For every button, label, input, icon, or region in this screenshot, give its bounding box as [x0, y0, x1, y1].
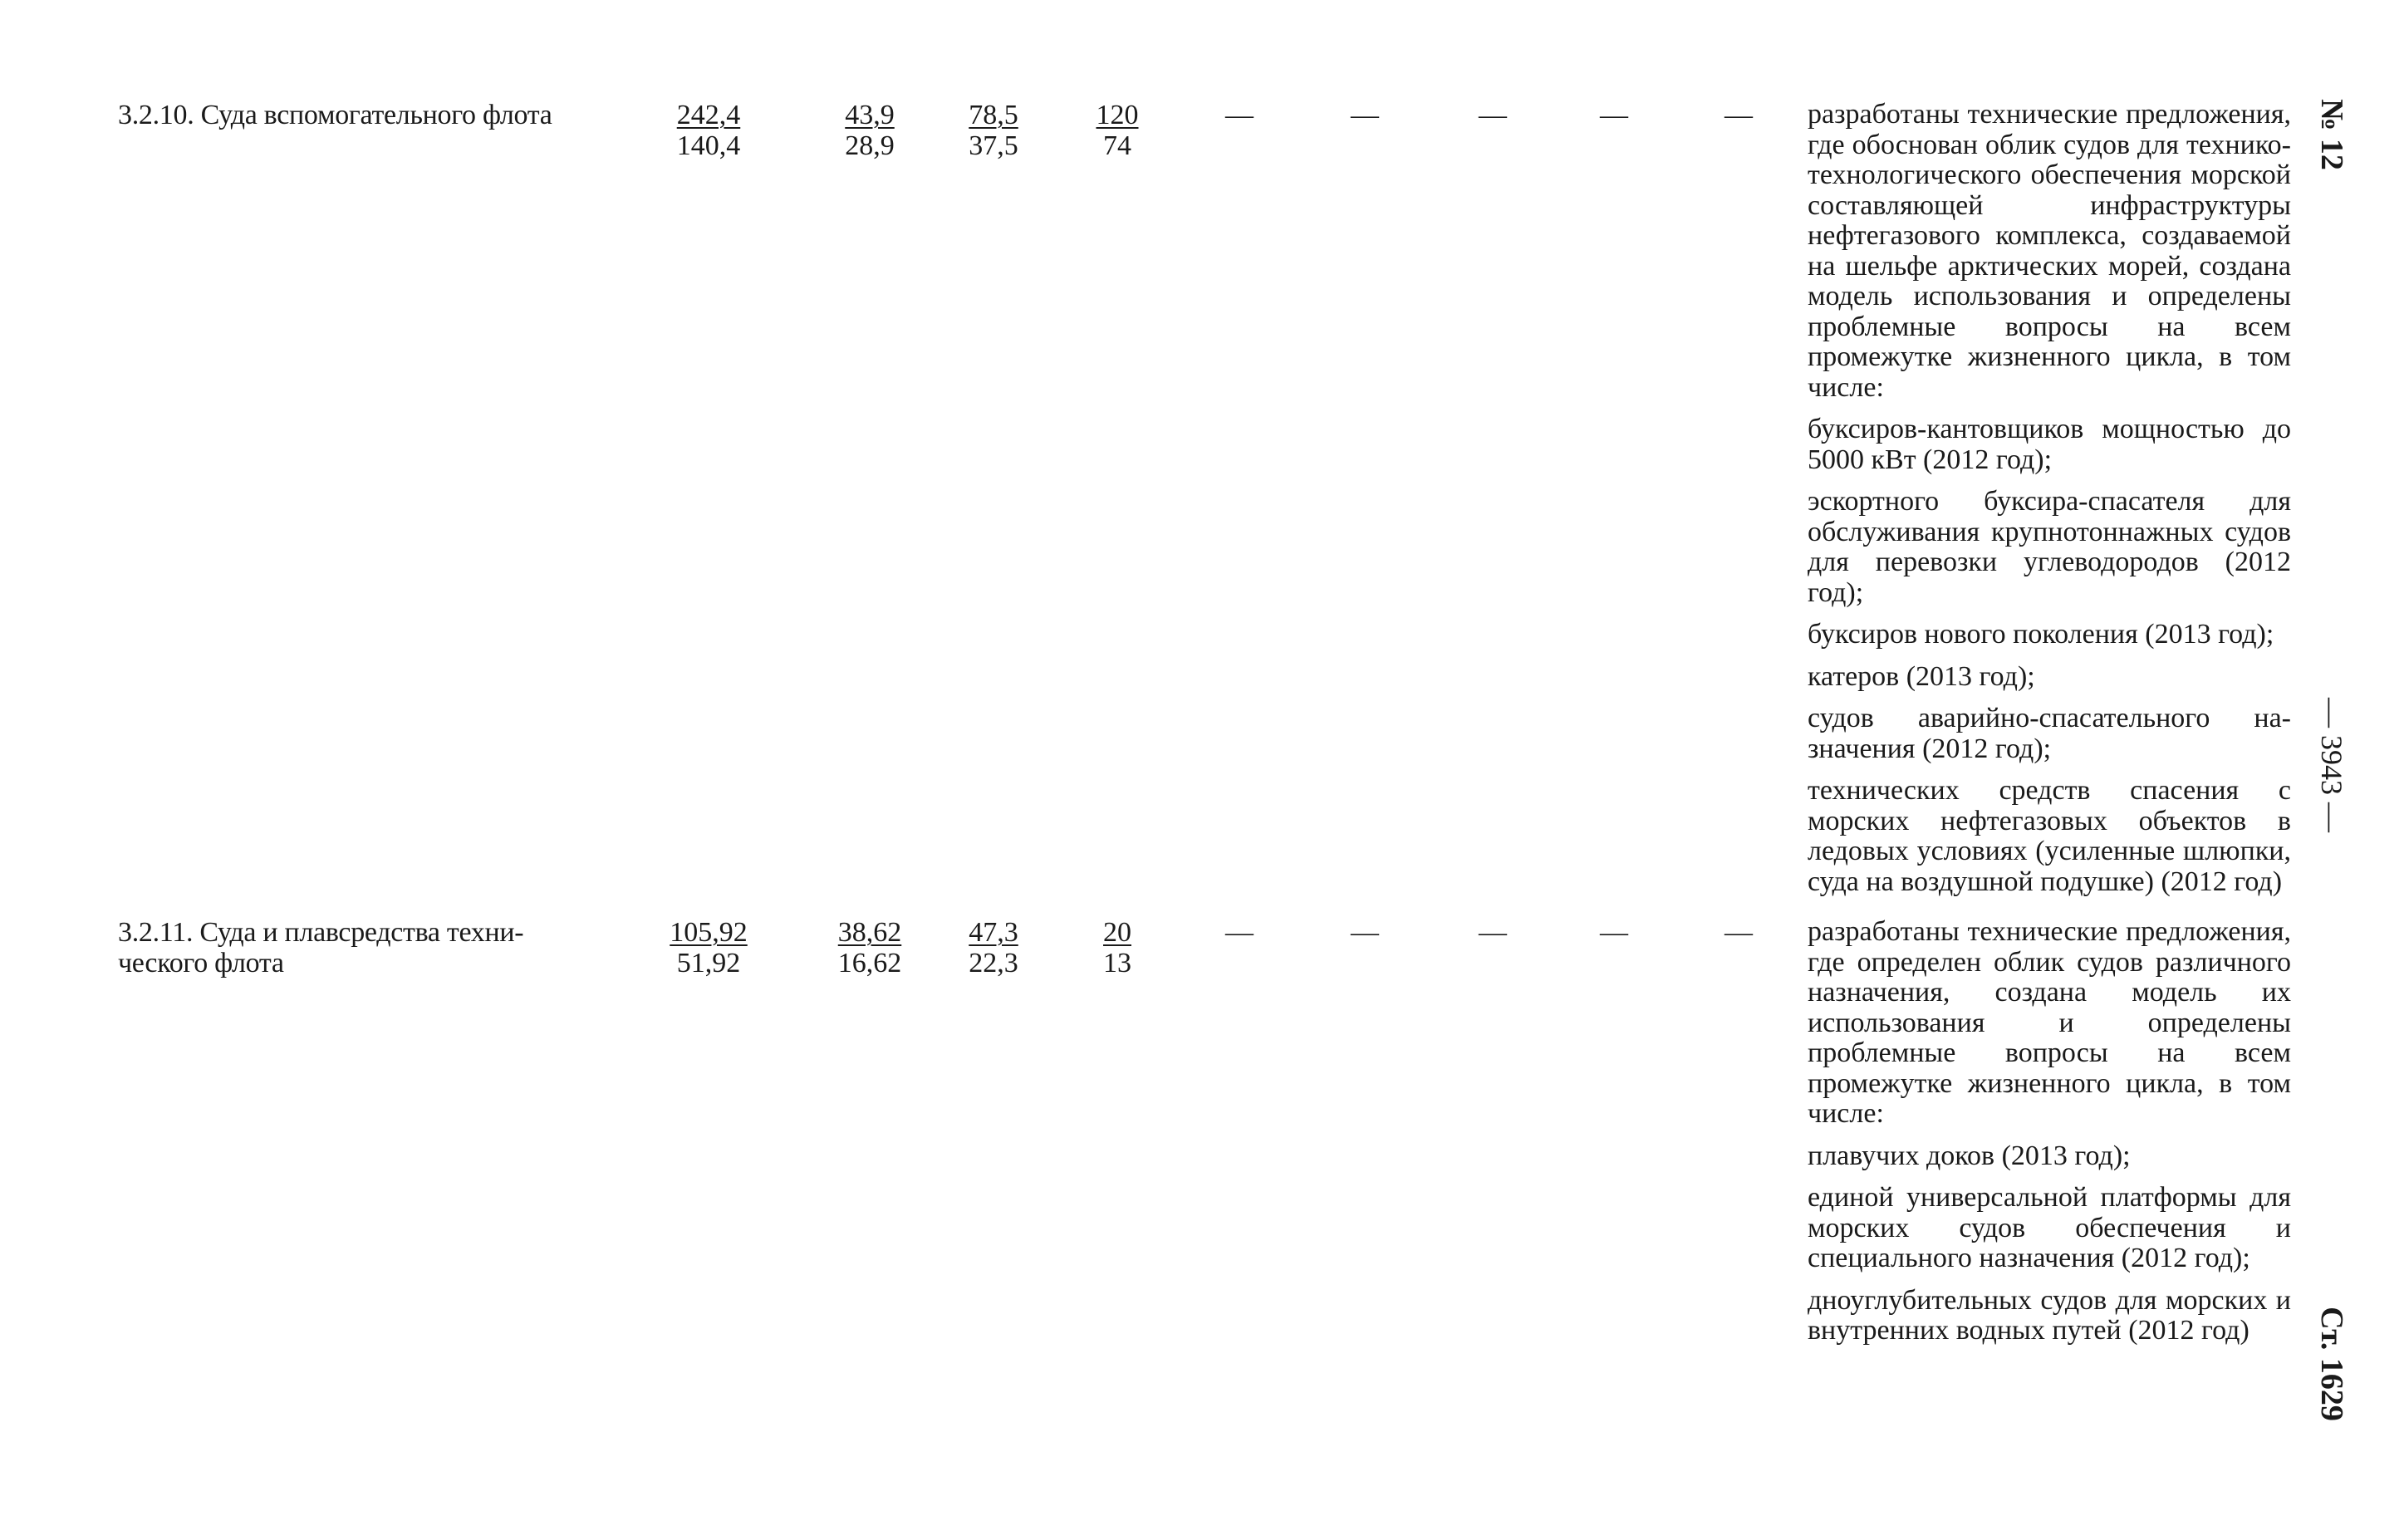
value-denominator: 16,62 — [837, 948, 902, 978]
value-denominator: 28,9 — [845, 130, 895, 161]
result-paragraph: разработаны технические предложения, где определен облик судов различного назначения, создана модель их использования и определены проблемные вопросы на всем промежутке жизненного цикла, в том числе: — [1808, 916, 2291, 1129]
value-denominator: 37,5 — [969, 130, 1018, 161]
value-numerator: 20 — [1103, 917, 1131, 948]
value-denominator: 13 — [1103, 948, 1131, 978]
result-paragraph: эскортного буксира-спасателя для обслуживания крупнотоннажных судов для перевозки углеводородов (2012 год); — [1808, 486, 2291, 608]
result-paragraph: буксиров нового поколения (2013 год); — [1808, 619, 2274, 650]
value-numerator: 47,3 — [969, 917, 1018, 948]
page-number: — 3943 — — [2315, 698, 2348, 832]
result-description — [1808, 917, 2291, 1358]
empty-cell-dash: — — [1600, 917, 1628, 948]
value-cell-total — [650, 917, 767, 978]
empty-cell-dash: — — [1351, 100, 1379, 130]
empty-cell-dash: — — [1225, 100, 1254, 130]
result-paragraph: дноуглубительных судов для морских и внутренних водных путей (2012 год) — [1808, 1284, 2291, 1346]
value-cell-2011 — [812, 100, 928, 161]
empty-cell-dash: — — [1725, 100, 1753, 130]
value-cell-2011 — [812, 917, 928, 978]
value-numerator: 120 — [1096, 100, 1139, 130]
article-number: Ст. 1629 — [2314, 1307, 2349, 1421]
value-denominator: 51,92 — [676, 948, 741, 978]
result-description — [1808, 100, 2291, 909]
result-paragraph: судов аварийно-спасательного назначения (2012 год); — [1808, 703, 2291, 764]
row-title: 3.2.11. Суда и плавсредства технического флота — [118, 917, 524, 978]
value-cell-2013 — [1059, 917, 1175, 978]
value-denominator: 140,4 — [676, 130, 741, 161]
result-paragraph: катеров (2013 год); — [1808, 660, 2035, 692]
value-cell-total — [650, 100, 767, 161]
result-paragraph: технических средств спасения с морских нефтегазовых объектов в ледовых условиях (усиленные шлюпки, суда на воздушной подушке) (2012 год) — [1808, 775, 2291, 897]
empty-cell-dash: — — [1479, 100, 1507, 130]
result-paragraph: разработаны технические предложения, где обоснован облик судов для технико-технологического обеспечения морской составляющей инфраструктуры нефтегазового комплекса, создаваемой на шельфе арктических морей, создана модель использования и определены проблемные вопросы на всем промежутке жизненного цикла, в том числе: — [1808, 99, 2291, 403]
value-cell-2012 — [935, 917, 1052, 978]
value-numerator: 105,92 — [670, 917, 748, 948]
value-denominator: 22,3 — [969, 948, 1018, 978]
row-title: 3.2.10. Суда вспомогательного флота — [118, 100, 552, 130]
value-numerator: 78,5 — [969, 100, 1018, 130]
empty-cell-dash: — — [1600, 100, 1628, 130]
value-cell-2013 — [1059, 100, 1175, 161]
result-paragraph: единой универсальной платформы для морских судов обеспечения и специального назначения (2012 год); — [1808, 1182, 2291, 1273]
empty-cell-dash: — — [1479, 917, 1507, 948]
empty-cell-dash: — — [1351, 917, 1379, 948]
value-numerator: 43,9 — [845, 100, 895, 130]
empty-cell-dash: — — [1725, 917, 1753, 948]
empty-cell-dash: — — [1225, 917, 1254, 948]
value-numerator: 242,4 — [676, 100, 741, 130]
result-paragraph: буксиров-кантовщиков мощностью до 5000 кВт (2012 год); — [1808, 414, 2291, 475]
value-denominator: 74 — [1103, 130, 1131, 161]
value-cell-2012 — [935, 100, 1052, 161]
value-numerator: 38,62 — [837, 917, 902, 948]
issue-number: № 12 — [2314, 99, 2349, 170]
result-paragraph: плавучих доков (2013 год); — [1808, 1140, 2131, 1171]
